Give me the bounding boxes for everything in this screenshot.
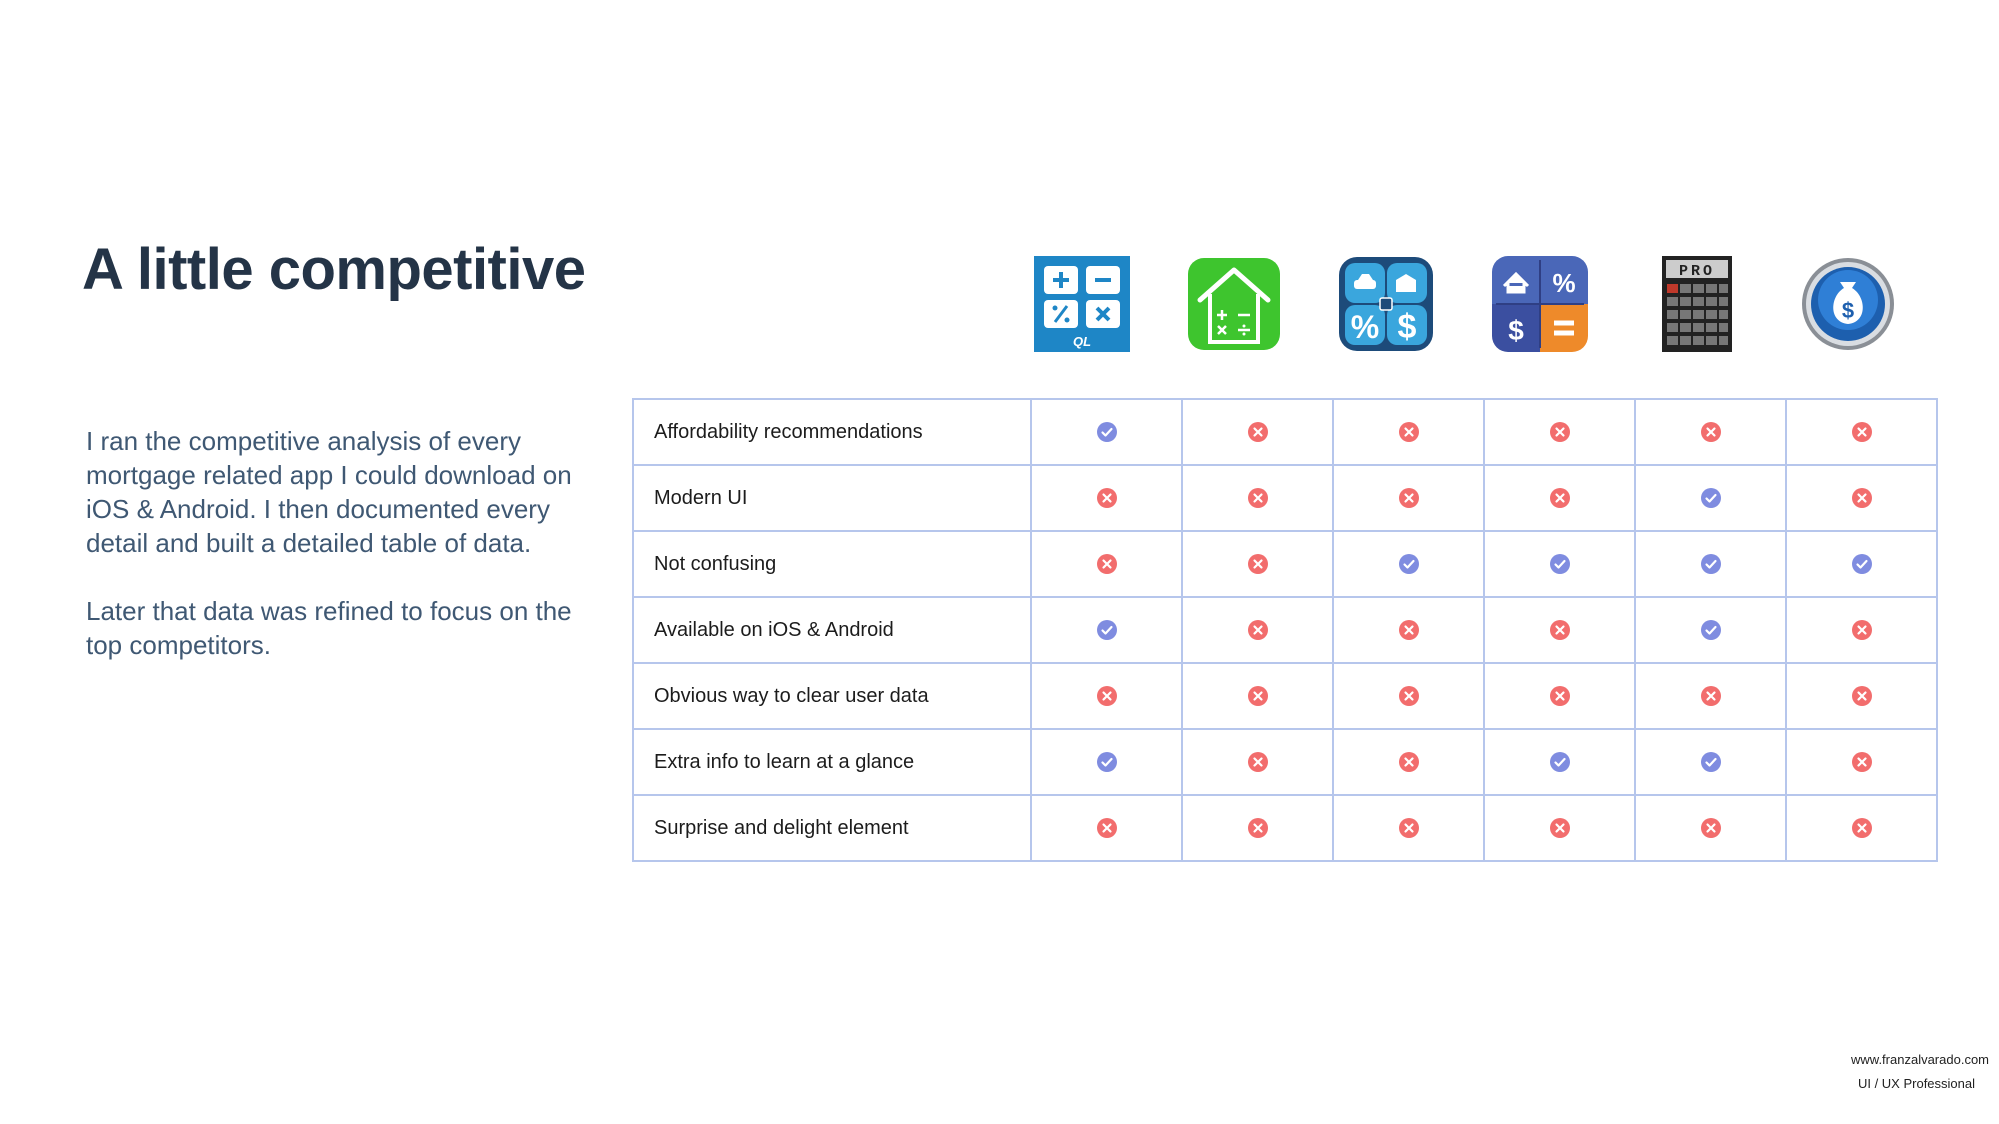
cross-icon bbox=[1549, 487, 1571, 509]
cross-icon bbox=[1096, 487, 1118, 509]
check-icon bbox=[1549, 751, 1571, 773]
cross-icon bbox=[1851, 619, 1873, 641]
matrix-cell bbox=[1484, 465, 1635, 531]
ql-badge-text: QL bbox=[1072, 334, 1092, 349]
cross-icon bbox=[1398, 751, 1420, 773]
pro-badge-text: PRO bbox=[1678, 263, 1716, 280]
pro-calculator-icon bbox=[1662, 256, 1732, 352]
matrix-cell bbox=[1031, 465, 1182, 531]
cross-icon bbox=[1851, 817, 1873, 839]
matrix-cell bbox=[1484, 531, 1635, 597]
matrix-cell bbox=[1182, 729, 1333, 795]
cross-icon bbox=[1247, 685, 1269, 707]
matrix-cell bbox=[1333, 663, 1484, 729]
matrix-cell bbox=[1031, 531, 1182, 597]
cross-icon bbox=[1247, 619, 1269, 641]
check-icon bbox=[1096, 421, 1118, 443]
cross-icon bbox=[1549, 817, 1571, 839]
cross-icon bbox=[1247, 751, 1269, 773]
feature-label: Affordability recommendations bbox=[633, 399, 1031, 465]
feature-label: Modern UI bbox=[633, 465, 1031, 531]
cross-icon bbox=[1398, 685, 1420, 707]
matrix-cell bbox=[1182, 531, 1333, 597]
feature-label: Not confusing bbox=[633, 531, 1031, 597]
intro-text bbox=[86, 424, 606, 696]
svg-text:$: $ bbox=[1508, 315, 1524, 346]
matrix-cell bbox=[1635, 663, 1786, 729]
cross-icon bbox=[1549, 421, 1571, 443]
check-icon bbox=[1549, 553, 1571, 575]
feature-label: Extra info to learn at a glance bbox=[633, 729, 1031, 795]
cross-icon bbox=[1398, 487, 1420, 509]
matrix-cell bbox=[1031, 729, 1182, 795]
matrix-cell bbox=[1786, 399, 1937, 465]
matrix-cell bbox=[1182, 795, 1333, 861]
matrix-cell bbox=[1786, 729, 1937, 795]
matrix-cell bbox=[1786, 795, 1937, 861]
cross-icon bbox=[1549, 619, 1571, 641]
matrix-row bbox=[633, 399, 1937, 465]
matrix-cell bbox=[1333, 795, 1484, 861]
matrix-cell bbox=[1635, 531, 1786, 597]
cross-icon bbox=[1700, 685, 1722, 707]
cross-icon bbox=[1247, 421, 1269, 443]
cross-icon bbox=[1398, 619, 1420, 641]
cross-icon bbox=[1398, 421, 1420, 443]
cross-icon bbox=[1851, 487, 1873, 509]
svg-text:$: $ bbox=[1397, 308, 1417, 346]
matrix-cell bbox=[1031, 663, 1182, 729]
cross-icon bbox=[1549, 685, 1571, 707]
matrix-cell bbox=[1635, 795, 1786, 861]
footer-role: UI / UX Professional bbox=[1857, 1076, 1975, 1091]
cross-icon bbox=[1096, 685, 1118, 707]
matrix-row bbox=[633, 795, 1937, 861]
matrix-cell bbox=[1333, 729, 1484, 795]
matrix-cell bbox=[1182, 399, 1333, 465]
svg-text:%: % bbox=[1350, 309, 1380, 345]
check-icon bbox=[1096, 619, 1118, 641]
feature-label: Available on iOS & Android bbox=[633, 597, 1031, 663]
svg-text:%: % bbox=[1552, 268, 1576, 298]
check-icon bbox=[1700, 487, 1722, 509]
money-bag-icon bbox=[1800, 256, 1896, 352]
matrix-row bbox=[633, 531, 1937, 597]
check-icon bbox=[1700, 553, 1722, 575]
cross-icon bbox=[1398, 817, 1420, 839]
footer bbox=[1851, 1048, 1989, 1096]
matrix-cell bbox=[1484, 399, 1635, 465]
matrix-cell bbox=[1031, 399, 1182, 465]
matrix-row bbox=[633, 663, 1937, 729]
cross-icon bbox=[1247, 817, 1269, 839]
app-icon-row bbox=[1010, 256, 1916, 356]
page-title: A little competitive bbox=[82, 237, 586, 302]
matrix-cell bbox=[1786, 531, 1937, 597]
cross-icon bbox=[1700, 817, 1722, 839]
matrix-cell bbox=[1031, 795, 1182, 861]
feature-label: Surprise and delight element bbox=[633, 795, 1031, 861]
home-percent-dollar-equals-icon bbox=[1492, 256, 1588, 352]
check-icon bbox=[1851, 553, 1873, 575]
green-house-calculator-icon bbox=[1186, 256, 1282, 352]
competitive-matrix bbox=[632, 398, 1938, 862]
check-icon bbox=[1700, 751, 1722, 773]
intro-paragraph-1: I ran the competitive analysis of every mortgage related app I could download on iOS & Android. I then documented every detail and built a detailed table of data. bbox=[86, 426, 572, 558]
cross-icon bbox=[1247, 553, 1269, 575]
matrix-cell bbox=[1333, 597, 1484, 663]
quick-loan-calculator-icon bbox=[1034, 256, 1130, 352]
matrix-cell bbox=[1031, 597, 1182, 663]
cross-icon bbox=[1851, 685, 1873, 707]
intro-paragraph-2: Later that data was refined to focus on the top competitors. bbox=[86, 596, 572, 660]
matrix-cell bbox=[1786, 465, 1937, 531]
matrix-row bbox=[633, 729, 1937, 795]
matrix-cell bbox=[1333, 531, 1484, 597]
matrix-row bbox=[633, 597, 1937, 663]
check-icon bbox=[1096, 751, 1118, 773]
matrix-cell bbox=[1333, 399, 1484, 465]
matrix-cell bbox=[1484, 729, 1635, 795]
feature-label: Obvious way to clear user data bbox=[633, 663, 1031, 729]
cross-icon bbox=[1096, 553, 1118, 575]
matrix-cell bbox=[1635, 597, 1786, 663]
money-bag-badge-text: $ bbox=[1841, 298, 1855, 323]
matrix-row bbox=[633, 465, 1937, 531]
matrix-cell bbox=[1333, 465, 1484, 531]
auto-home-percent-dollar-calculator-icon bbox=[1338, 256, 1434, 352]
matrix-cell bbox=[1635, 465, 1786, 531]
check-icon bbox=[1398, 553, 1420, 575]
matrix-cell bbox=[1484, 663, 1635, 729]
footer-website[interactable]: www.franzalvarado.com bbox=[1851, 1052, 1989, 1067]
matrix-cell bbox=[1182, 465, 1333, 531]
check-icon bbox=[1700, 619, 1722, 641]
cross-icon bbox=[1700, 421, 1722, 443]
cross-icon bbox=[1096, 817, 1118, 839]
matrix-cell bbox=[1484, 597, 1635, 663]
matrix-cell bbox=[1635, 399, 1786, 465]
matrix-cell bbox=[1786, 597, 1937, 663]
cross-icon bbox=[1247, 487, 1269, 509]
matrix-cell bbox=[1635, 729, 1786, 795]
cross-icon bbox=[1851, 421, 1873, 443]
matrix-cell bbox=[1484, 795, 1635, 861]
matrix-cell bbox=[1786, 663, 1937, 729]
cross-icon bbox=[1851, 751, 1873, 773]
matrix-cell bbox=[1182, 663, 1333, 729]
matrix-cell bbox=[1182, 597, 1333, 663]
